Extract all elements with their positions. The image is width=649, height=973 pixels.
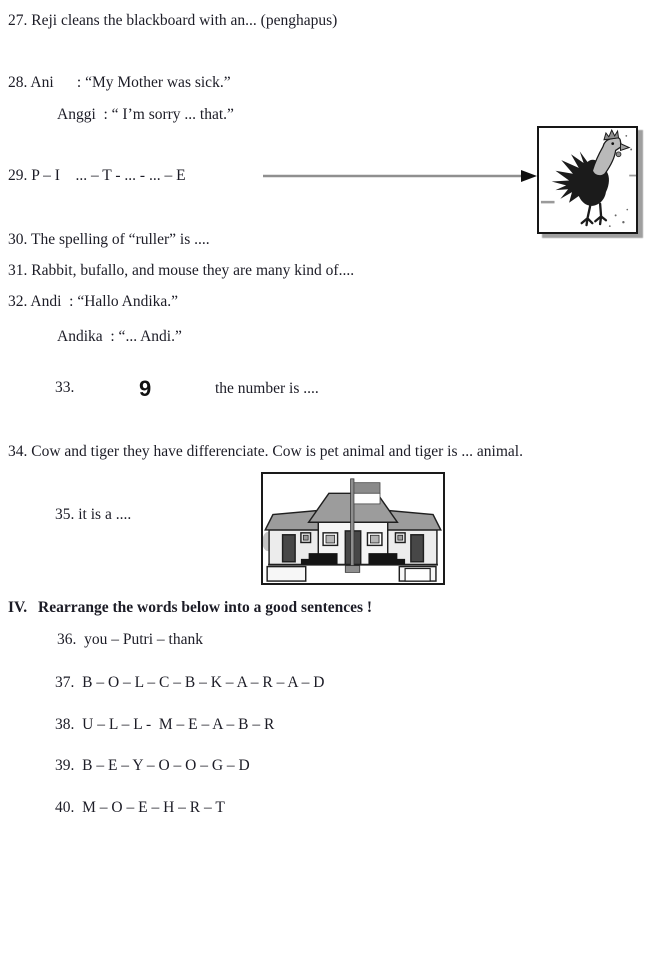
question-30: 30. The spelling of “ruller” is .... — [8, 231, 210, 248]
question-28-line2: Anggi : “ I’m sorry ... that.” — [57, 106, 234, 123]
section-4-numeral: IV. — [8, 599, 28, 616]
school-building-illustration-icon — [263, 474, 443, 583]
question-33-text: the number is .... — [215, 380, 319, 397]
question-32-line2: Andika : “... Andi.” — [57, 328, 182, 345]
question-38: 38. U – L – L - M – E – A – B – R — [55, 716, 275, 733]
rooster-illustration-icon — [539, 128, 636, 232]
question-39: 39. B – E – Y – O – O – G – D — [55, 757, 250, 774]
arrow-icon — [263, 169, 537, 183]
question-40: 40. M – O – E – H – R – T — [55, 799, 225, 816]
question-33-number: 33. — [55, 379, 75, 396]
question-32-line1: 32. Andi : “Hallo Andika.” — [8, 293, 179, 310]
question-33-figure: 9 — [139, 376, 152, 401]
question-36: 36. you – Putri – thank — [57, 631, 203, 648]
section-4-title: Rearrange the words below into a good sentences ! — [38, 599, 373, 616]
question-28-line1: 28. Ani : “My Mother was sick.” — [8, 74, 231, 91]
rooster-picture-frame — [537, 126, 638, 234]
question-27: 27. Reji cleans the blackboard with an... (penghapus) — [8, 12, 338, 29]
question-34: 34. Cow and tiger they have differenciate. Cow is pet animal and tiger is ... animal. — [8, 443, 523, 460]
question-35: 35. it is a .... — [55, 506, 132, 523]
question-37: 37. B – O – L – C – B – K – A – R – A – D — [55, 674, 325, 691]
school-picture-frame — [261, 472, 445, 585]
question-29: 29. P – I ... – T - ... - ... – E — [8, 167, 186, 184]
question-31: 31. Rabbit, bufallo, and mouse they are many kind of.... — [8, 262, 355, 279]
